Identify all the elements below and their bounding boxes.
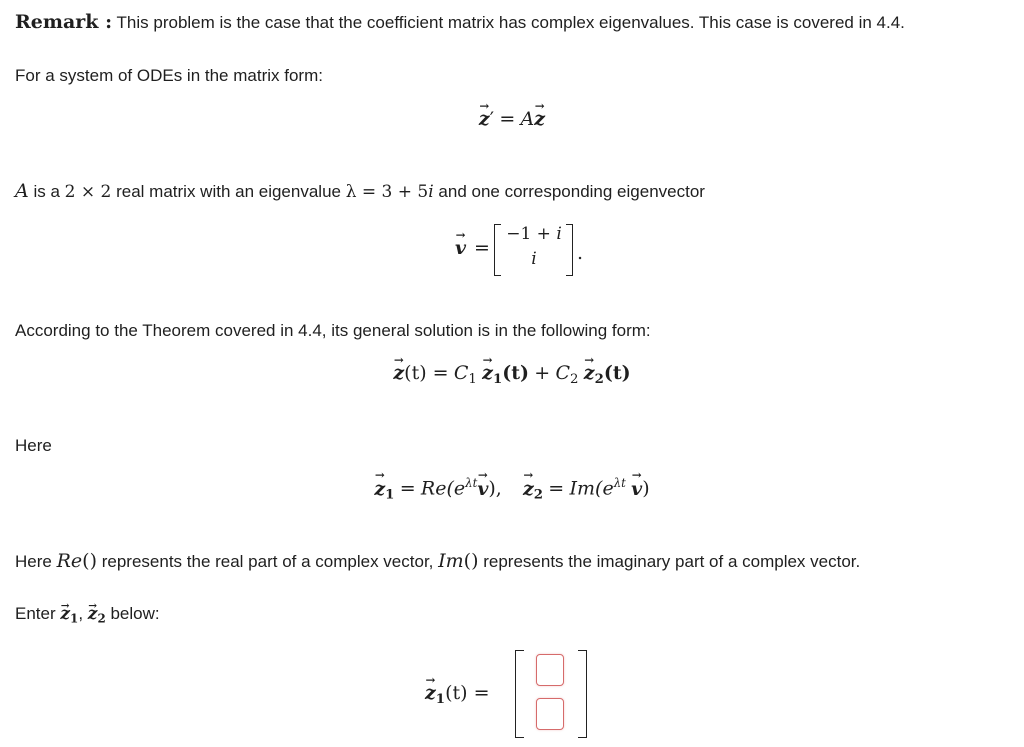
system-equation: → z′ = A→ z xyxy=(0,108,1024,131)
z-definitions: → $z_1 = Re(e^{\lambda t}\to v)$, → $z_2 = Im(e^{\lambda t} \to v)$ xyxy=(0,476,1024,503)
z-vector: → z xyxy=(534,108,545,130)
enter-instruction: Enter → $z_1$, → $z_2$ below: xyxy=(15,603,160,630)
remark-line xyxy=(15,11,905,34)
eigenvalue: λ = 3 + 5 xyxy=(345,182,429,202)
answer-lhs: → $z_1(t)$ = xyxy=(425,682,489,707)
remark-text: This problem is the case that the coefficient matrix has complex eigenvalues. This case is covered in 4.4. xyxy=(116,13,905,32)
z1-bottom-entry-input[interactable] xyxy=(536,698,564,730)
theorem-text: According to the Theorem covered in 4.4, its general solution is in the following form: xyxy=(15,321,651,340)
answer-right-bracket xyxy=(578,650,587,738)
eigenvector-bottom-entry: i xyxy=(531,249,537,269)
z-vector: → z xyxy=(479,108,490,130)
intro-text: For a system of ODEs in the matrix form: xyxy=(15,66,323,85)
answer-left-bracket xyxy=(515,650,524,738)
remark-title: Remark : xyxy=(15,11,113,33)
general-solution: → $z(t) = C_1 \to z_1(t) + C_2 \to z_2(t)$ xyxy=(0,362,1024,387)
matrix-sentence: A is a 2 × 2 real matrix with an eigenvalue λ = 3 + 5i and one corresponding eigenvector xyxy=(15,180,705,202)
eigenvector-display: → v = −1 + i i . xyxy=(450,222,590,278)
here-label: Here xyxy=(15,436,52,455)
re-im-explanation: Here Re() represents the real part of a complex vector, Im() represents the imaginary part of a complex vector. xyxy=(15,550,861,572)
matrix-A: A xyxy=(520,108,535,130)
eigenvector-top-entry: −1 + i xyxy=(506,224,562,244)
v-vector: → v xyxy=(455,237,466,259)
answer-z1 xyxy=(420,648,610,740)
z1-top-entry-input[interactable] xyxy=(536,654,564,686)
right-bracket xyxy=(566,224,573,276)
left-bracket xyxy=(494,224,501,276)
